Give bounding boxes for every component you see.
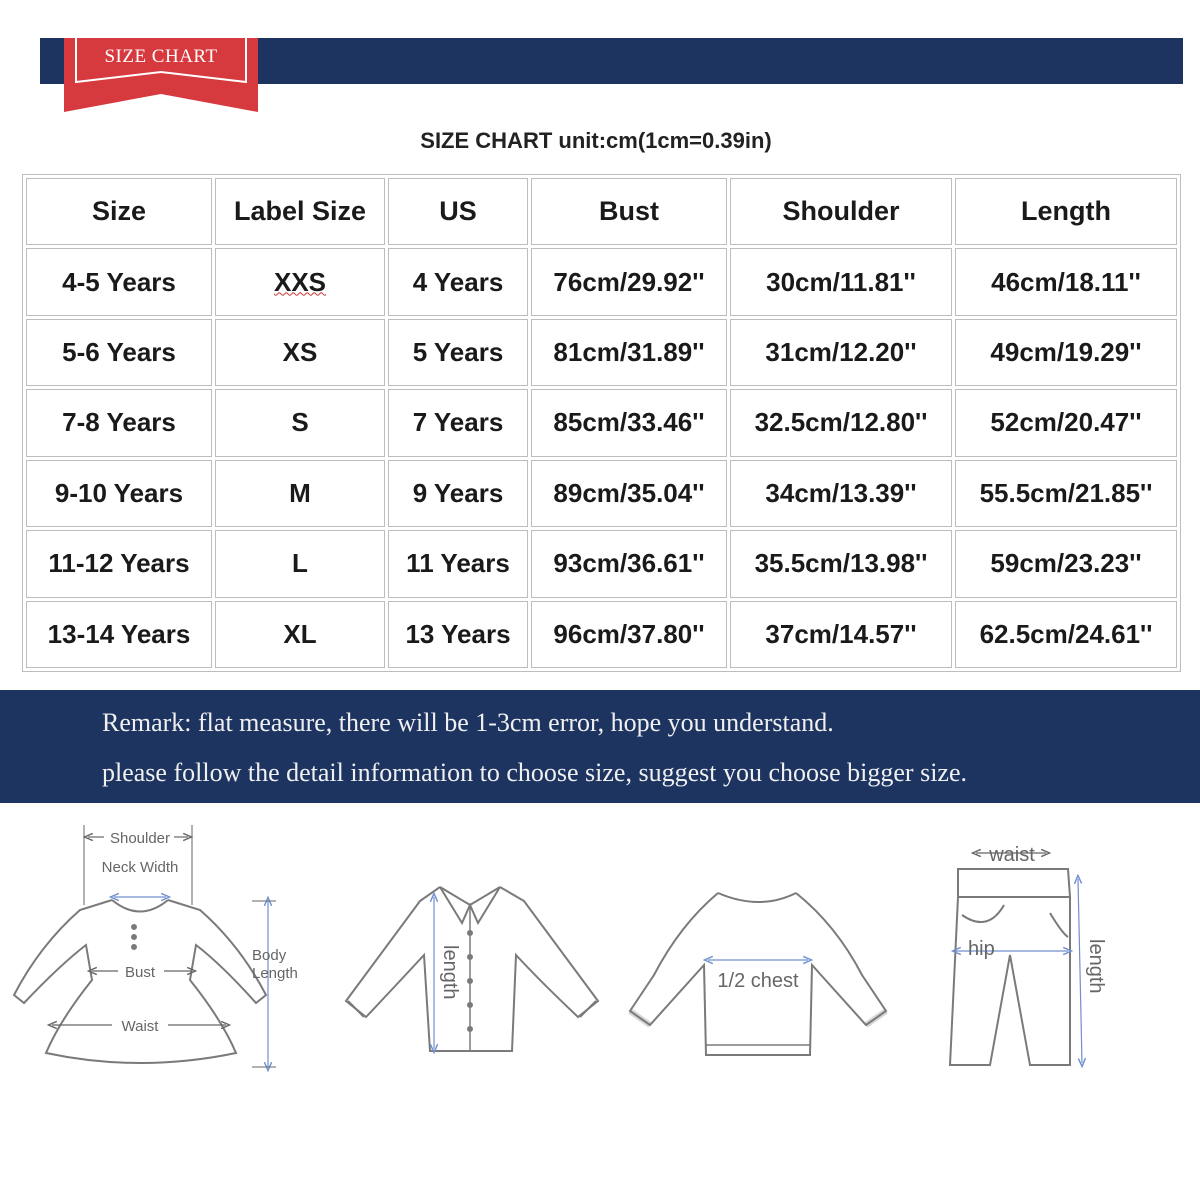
remark-line-1: Remark: flat measure, there will be 1-3cm error, hope you understand. xyxy=(102,708,834,737)
table-cell: 32.5cm/12.80'' xyxy=(730,389,952,456)
table-cell: 11 Years xyxy=(388,530,528,597)
table-row xyxy=(26,319,1177,386)
pants-length-label: length xyxy=(1085,939,1107,994)
table-cell: 34cm/13.39'' xyxy=(730,460,952,527)
table-cell: 5 Years xyxy=(388,319,528,386)
pants-waist-label: waist xyxy=(989,844,1035,866)
table-cell: 55.5cm/21.85'' xyxy=(955,460,1177,527)
table-cell: 96cm/37.80'' xyxy=(531,601,727,668)
table-cell: 7-8 Years xyxy=(26,389,212,456)
table-cell: 5-6 Years xyxy=(26,319,212,386)
measurement-diagrams xyxy=(0,805,1200,1200)
size-table xyxy=(22,174,1181,672)
table-row xyxy=(26,248,1177,315)
dress-neck-width-label: Neck Width xyxy=(101,859,179,876)
table-cell: 4-5 Years xyxy=(26,248,212,315)
table-cell: 81cm/31.89'' xyxy=(531,319,727,386)
remark-line-2: please follow the detail information to choose size, suggest you choose bigger size. xyxy=(102,758,967,787)
table-row xyxy=(26,389,1177,456)
table-cell: XS xyxy=(215,319,385,386)
dress-waist-label: Waist xyxy=(121,1018,159,1035)
column-header: Bust xyxy=(531,178,727,245)
ribbon-label: SIZE CHART xyxy=(104,46,218,67)
table-cell: 93cm/36.61'' xyxy=(531,530,727,597)
table-row xyxy=(26,601,1177,668)
table-header-row xyxy=(26,178,1177,245)
table-cell: 9-10 Years xyxy=(26,460,212,527)
column-header: US xyxy=(388,178,528,245)
table-cell: 76cm/29.92'' xyxy=(531,248,727,315)
table-cell: XL xyxy=(215,601,385,668)
dress-shoulder-label: Shoulder xyxy=(109,830,171,847)
column-header: Label Size xyxy=(215,178,385,245)
table-cell: XXS xyxy=(215,248,385,315)
table-cell: 11-12 Years xyxy=(26,530,212,597)
table-cell: M xyxy=(215,460,385,527)
table-cell: 31cm/12.20'' xyxy=(730,319,952,386)
table-cell: S xyxy=(215,389,385,456)
remark-band xyxy=(0,690,1200,803)
column-header: Size xyxy=(26,178,212,245)
sweater-chest-label: 1/2 chest xyxy=(717,970,799,992)
table-cell: 85cm/33.46'' xyxy=(531,389,727,456)
table-cell: 52cm/20.47'' xyxy=(955,389,1177,456)
column-header: Shoulder xyxy=(730,178,952,245)
dress-body-label: Body xyxy=(252,947,287,964)
table-cell: 62.5cm/24.61'' xyxy=(955,601,1177,668)
table-cell: L xyxy=(215,530,385,597)
table-cell: 30cm/11.81'' xyxy=(730,248,952,315)
table-cell: 4 Years xyxy=(388,248,528,315)
table-cell: 13-14 Years xyxy=(26,601,212,668)
pants-hip-label: hip xyxy=(968,938,995,960)
shirt-length-label: length xyxy=(439,945,461,1000)
table-cell: 37cm/14.57'' xyxy=(730,601,952,668)
table-cell: 7 Years xyxy=(388,389,528,456)
table-cell: 46cm/18.11'' xyxy=(955,248,1177,315)
table-cell: 59cm/23.23'' xyxy=(955,530,1177,597)
table-row xyxy=(26,460,1177,527)
table-cell: 9 Years xyxy=(388,460,528,527)
table-cell: 13 Years xyxy=(388,601,528,668)
table-cell: 35.5cm/13.98'' xyxy=(730,530,952,597)
table-cell: 89cm/35.04'' xyxy=(531,460,727,527)
chart-title: SIZE CHART unit:cm(1cm=0.39in) xyxy=(420,128,772,153)
dress-length-label: Length xyxy=(252,965,298,982)
column-header: Length xyxy=(955,178,1177,245)
table-row xyxy=(26,530,1177,597)
shirt-diagram xyxy=(346,887,598,1051)
dress-bust-label: Bust xyxy=(124,964,156,981)
table-cell: 49cm/19.29'' xyxy=(955,319,1177,386)
